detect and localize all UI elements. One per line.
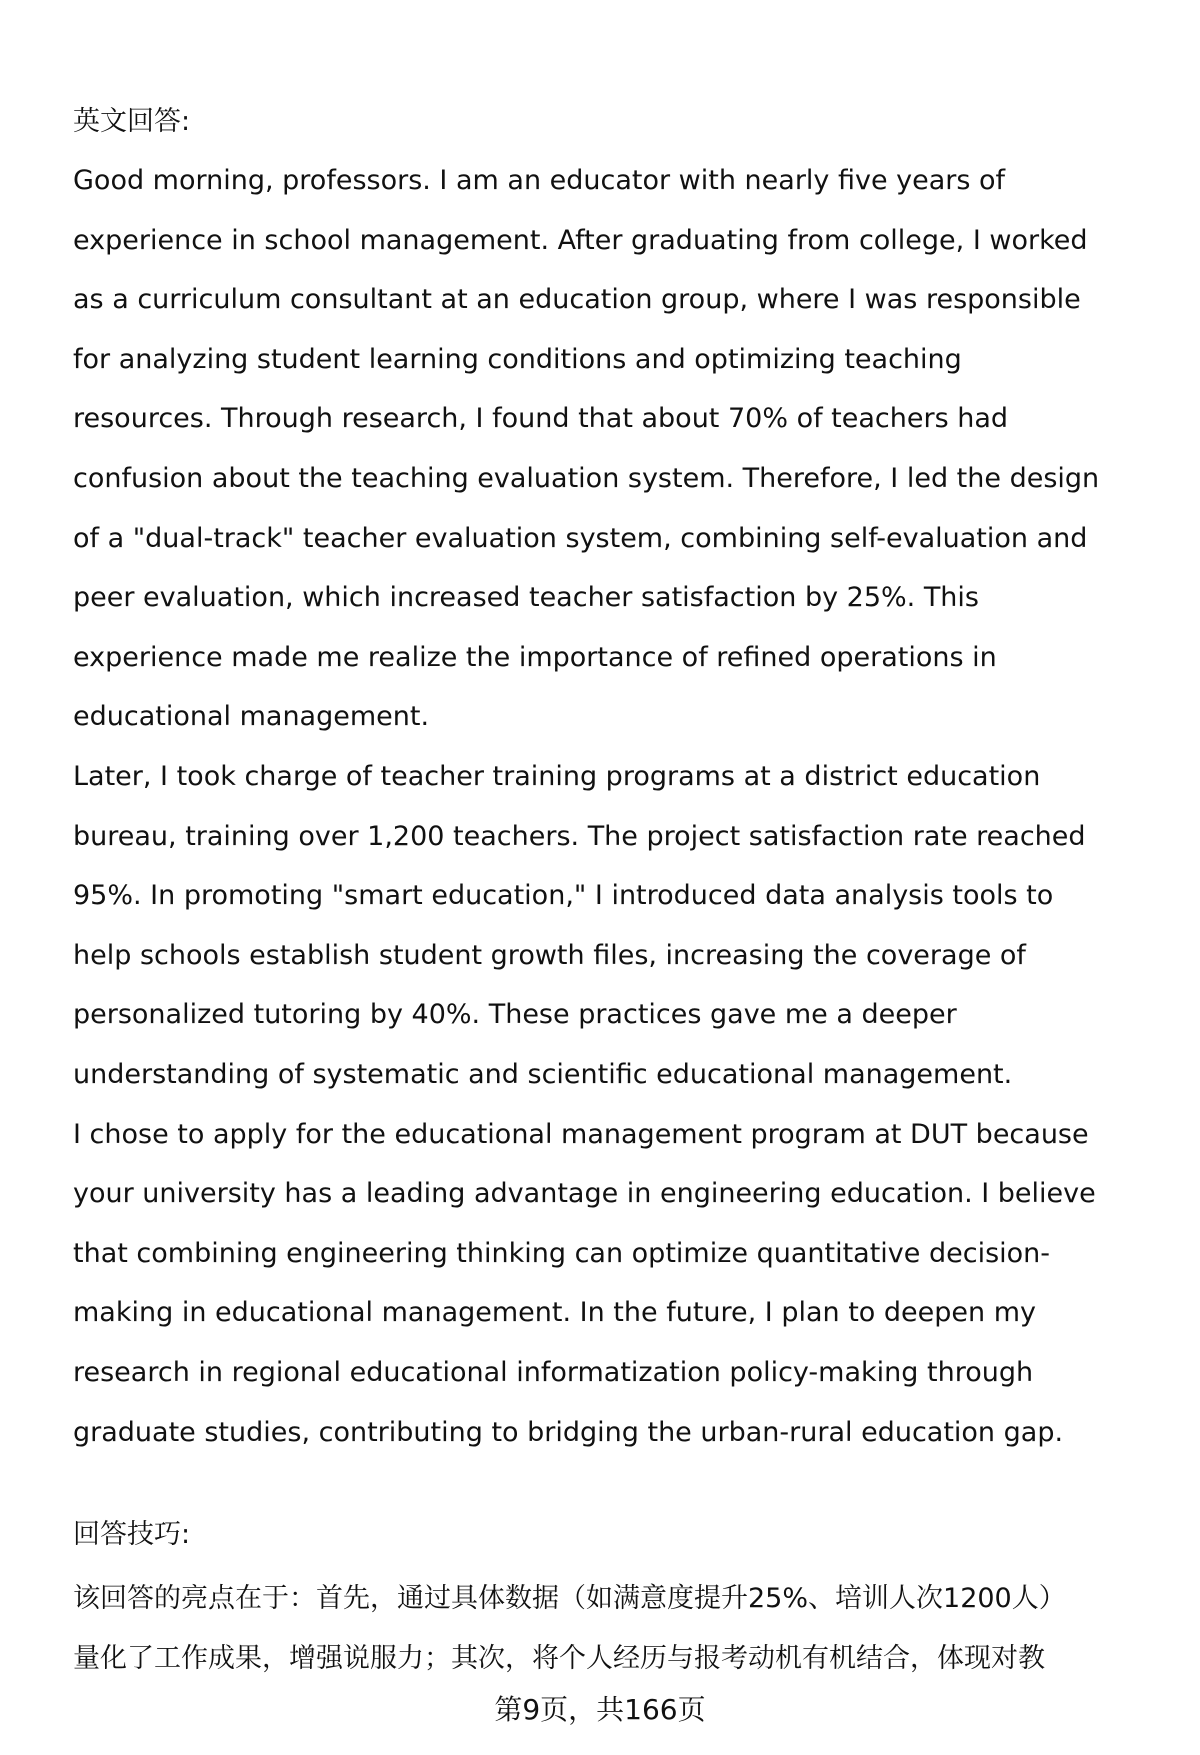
text-line: 95%. In promoting "smart education," I introduced data analysis tools to bbox=[73, 880, 1054, 912]
text-line: experience made me realize the importance of refined operations in bbox=[73, 641, 997, 673]
text-line: making in educational management. In the future, I plan to deepen my bbox=[73, 1297, 1036, 1329]
text-line: confusion about the teaching evaluation system. Therefore, I led the design bbox=[73, 463, 1100, 494]
text-line: 量化了工作成果，增强说服力；其次，将个人经历与报考动机有机结合，体现对教 bbox=[73, 1642, 1045, 1674]
text-line: I chose to apply for the educational management program at DUT because bbox=[73, 1118, 1089, 1150]
text-line: Later, I took charge of teacher training programs at a district education bbox=[73, 761, 1041, 792]
text-line: that combining engineering thinking can optimize quantitative decision- bbox=[73, 1237, 1051, 1269]
text-line: understanding of systematic and scientific educational management. bbox=[73, 1059, 1013, 1090]
tips-heading: 回答技巧: bbox=[73, 1519, 191, 1550]
text-line: bureau, training over 1,200 teachers. The project satisfaction rate reached bbox=[73, 820, 1086, 852]
text-line: 该回答的亮点在于：首先，通过具体数据（如满意度提升25%、培训人次1200人） bbox=[73, 1583, 1066, 1614]
text-line: for analyzing student learning conditions and optimizing teaching bbox=[73, 343, 962, 375]
text-line: personalized tutoring by 40%. These practices gave me a deeper bbox=[73, 999, 957, 1031]
text-line: Good morning, professors. I am an educator with nearly five years of bbox=[73, 165, 1006, 196]
text-line: peer evaluation, which increased teacher satisfaction by 25%. This bbox=[73, 582, 979, 614]
text-line: help schools establish student growth files, increasing the coverage of bbox=[73, 939, 1026, 971]
text-line: experience in school management. After graduating from college, I worked bbox=[73, 224, 1088, 256]
page-number: 第9页，共166页 bbox=[494, 1693, 706, 1726]
text-line: research in regional educational informatization policy-making through bbox=[73, 1357, 1034, 1388]
english-answer-heading: 英文回答: bbox=[73, 106, 191, 137]
text-line: your university has a leading advantage in engineering education. I believe bbox=[73, 1178, 1096, 1210]
text-line: graduate studies, contributing to bridging the urban-rural education gap. bbox=[73, 1416, 1064, 1448]
text-line: as a curriculum consultant at an education group, where I was responsible bbox=[73, 284, 1081, 316]
text-line: educational management. bbox=[73, 701, 430, 733]
text-line: of a "dual-track" teacher evaluation system, combining self-evaluation and bbox=[73, 522, 1088, 554]
text-line: resources. Through research, I found that about 70% of teachers had bbox=[73, 403, 1009, 435]
